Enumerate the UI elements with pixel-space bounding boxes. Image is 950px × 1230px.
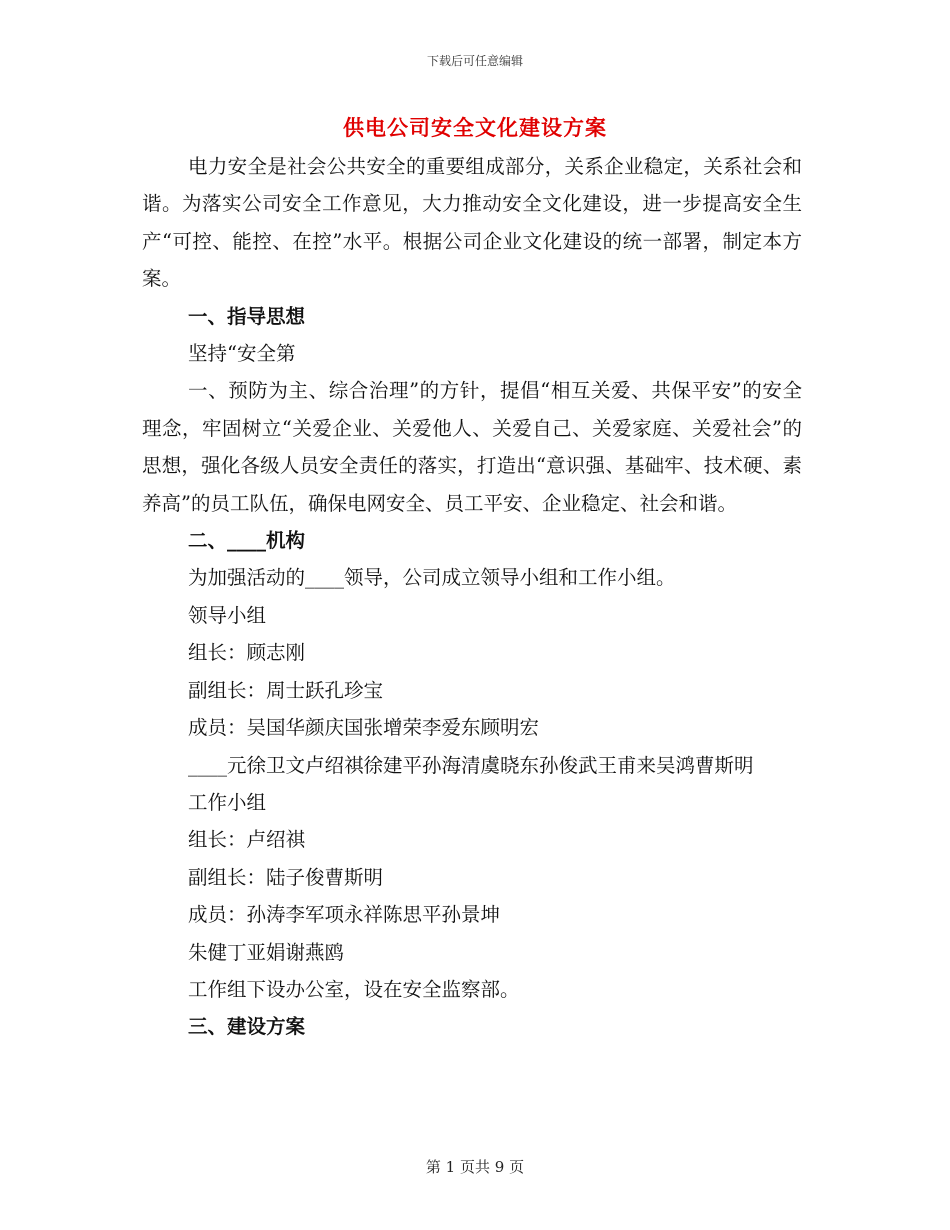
document-body <box>142 148 802 1046</box>
paragraph-text: 工作组下设办公室，设在安全监察部。 <box>188 977 520 1001</box>
list-item: ____元徐卫文卢绍祺徐建平孙海清虞晓东孙俊武王甫来吴鸿曹斯明 <box>188 753 754 777</box>
paragraph-intro: 电力安全是社会公共安全的重要组成部分，关系企业稳定，关系社会和谐。为落实公司安全工作意见，大力推动安全文化建设，进一步提高安全生产“可控、能控、在控”水平。根据公司企业文化建设的统一部署，制定本方案。 <box>142 155 802 291</box>
page-number: 第 1 页共 9 页 <box>425 1158 525 1176</box>
subheading-working-group: 工作小组 <box>188 790 267 814</box>
paragraph-text: 坚持“安全第 <box>188 342 296 366</box>
document-title: 供电公司安全文化建设方案 <box>343 115 607 140</box>
list-item: 组长：顾志刚 <box>188 641 306 665</box>
list-item: 副组长：周士跃孔珍宝 <box>188 678 384 702</box>
section-heading-organization: 二、____机构 <box>188 529 306 553</box>
page-header-note: 下载后可任意编辑 <box>426 54 523 68</box>
list-item: 组长：卢绍祺 <box>188 828 306 852</box>
list-item: 成员：吴国华颜庆国张增荣李爱东顾明宏 <box>188 716 540 740</box>
list-item: 成员：孙涛李军项永祥陈思平孙景坤 <box>188 903 501 927</box>
list-item: 朱健丁亚娟谢燕鸥 <box>188 940 345 964</box>
subheading-leadership-group: 领导小组 <box>188 603 267 627</box>
list-item: 副组长：陆子俊曹斯明 <box>188 865 384 889</box>
section-heading-construction-plan: 三、建设方案 <box>188 1015 306 1039</box>
section-heading-guiding-thought: 一、指导思想 <box>188 304 306 328</box>
paragraph-text: 为加强活动的____领导，公司成立领导小组和工作小组。 <box>188 566 676 590</box>
paragraph-text: 一、预防为主、综合治理”的方针，提倡“相互关爱、共保平安”的安全理念，牢固树立“关爱企业、关爱他人、关爱自己、关爱家庭、关爱社会”的思想，强化各级人员安全责任的落实，打造出“意识强、基础牢、技术硬、素养高”的员工队伍，确保电网安全、员工平安、企业稳定、社会和谐。 <box>142 379 802 515</box>
